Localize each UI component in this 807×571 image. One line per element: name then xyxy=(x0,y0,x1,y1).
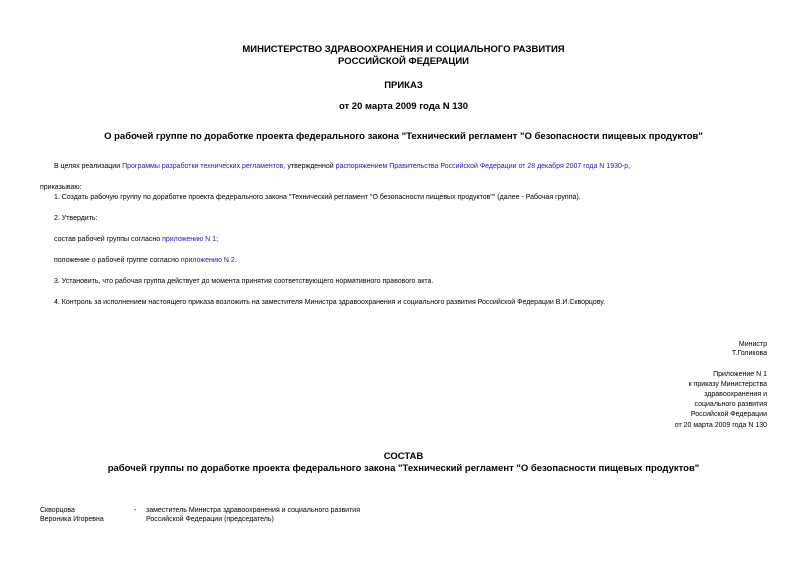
appendix-line-5: Российской Федерации xyxy=(690,411,767,418)
appendix-line-6: от 20 марта 2009 года N 130 xyxy=(674,422,767,429)
member-surname: Скворцова xyxy=(40,507,75,514)
item-4: 4. Контроль за исполнением настоящего приказа возложить на заместителя Министра здравоохранения и социального развития Российской Федерации В.И.Скворцову. xyxy=(54,299,606,306)
signature-title: Министр xyxy=(738,341,767,348)
member-given-name: Вероника Игоревна xyxy=(40,516,104,523)
appendix-line-2: к приказу Министерства xyxy=(688,381,767,388)
ministry-name-line1: МИНИСТЕРСТВО ЗДРАВООХРАНЕНИЯ И СОЦИАЛЬНОГО РАЗВИТИЯ xyxy=(242,44,565,55)
item-2b-suffix: . xyxy=(234,257,237,264)
item-2a-prefix: состав рабочей группы согласно xyxy=(54,236,163,243)
appendix-2-link[interactable]: приложению N 2 xyxy=(180,257,235,264)
composition-title: СОСТАВ xyxy=(383,451,424,462)
member-role-line1: заместитель Министра здравоохранения и социального развития xyxy=(146,507,360,514)
member-dash: - xyxy=(134,507,137,514)
preamble-suffix: , xyxy=(628,163,631,170)
appendix-line-4: социального развития xyxy=(694,401,767,408)
document-type: ПРИКАЗ xyxy=(384,80,423,91)
item-2a xyxy=(54,235,218,244)
government-order-link[interactable]: распоряжением Правительства Российской Федерации от 28 декабря 2007 года N 1930-р xyxy=(335,163,629,170)
composition-subtitle: рабочей группы по доработке проекта федерального закона "Технический регламент "О безопасности пищевых продуктов" xyxy=(107,463,700,474)
item-1: 1. Создать рабочую группу по доработке проекта федерального закона "Технический регламент "О безопасности пищевых продуктов"" (далее - Рабочая группа). xyxy=(54,194,581,201)
order-word: приказываю: xyxy=(40,184,82,191)
program-link[interactable]: Программы разработки технических регламентов xyxy=(122,163,284,170)
signature-name: Т.Голикова xyxy=(731,350,767,357)
item-2a-suffix: ; xyxy=(216,236,219,243)
document-date: от 20 марта 2009 года N 130 xyxy=(338,101,469,112)
document-subject: О рабочей группе по доработке проекта федерального закона "Технический регламент "О безопасности пищевых продуктов" xyxy=(104,131,703,142)
preamble xyxy=(54,162,630,171)
item-3: 3. Установить, что рабочая группа действует до момента принятия соответствующего нормативного правового акта. xyxy=(54,278,434,285)
item-2: 2. Утвердить: xyxy=(54,215,98,222)
appendix-line-1: Приложение N 1 xyxy=(713,371,767,378)
item-2b xyxy=(54,256,237,265)
member-role-line2: Российской Федерации (председатель) xyxy=(146,516,274,523)
appendix-1-link[interactable]: приложению N 1 xyxy=(162,236,217,243)
preamble-middle: , утвержденной xyxy=(283,163,336,170)
appendix-line-3: здравоохранения и xyxy=(704,391,767,398)
ministry-name-line2: РОССИЙСКОЙ ФЕДЕРАЦИИ xyxy=(337,56,469,67)
preamble-prefix: В целях реализации xyxy=(54,163,123,170)
item-2b-prefix: положение о рабочей группе согласно xyxy=(54,257,181,264)
